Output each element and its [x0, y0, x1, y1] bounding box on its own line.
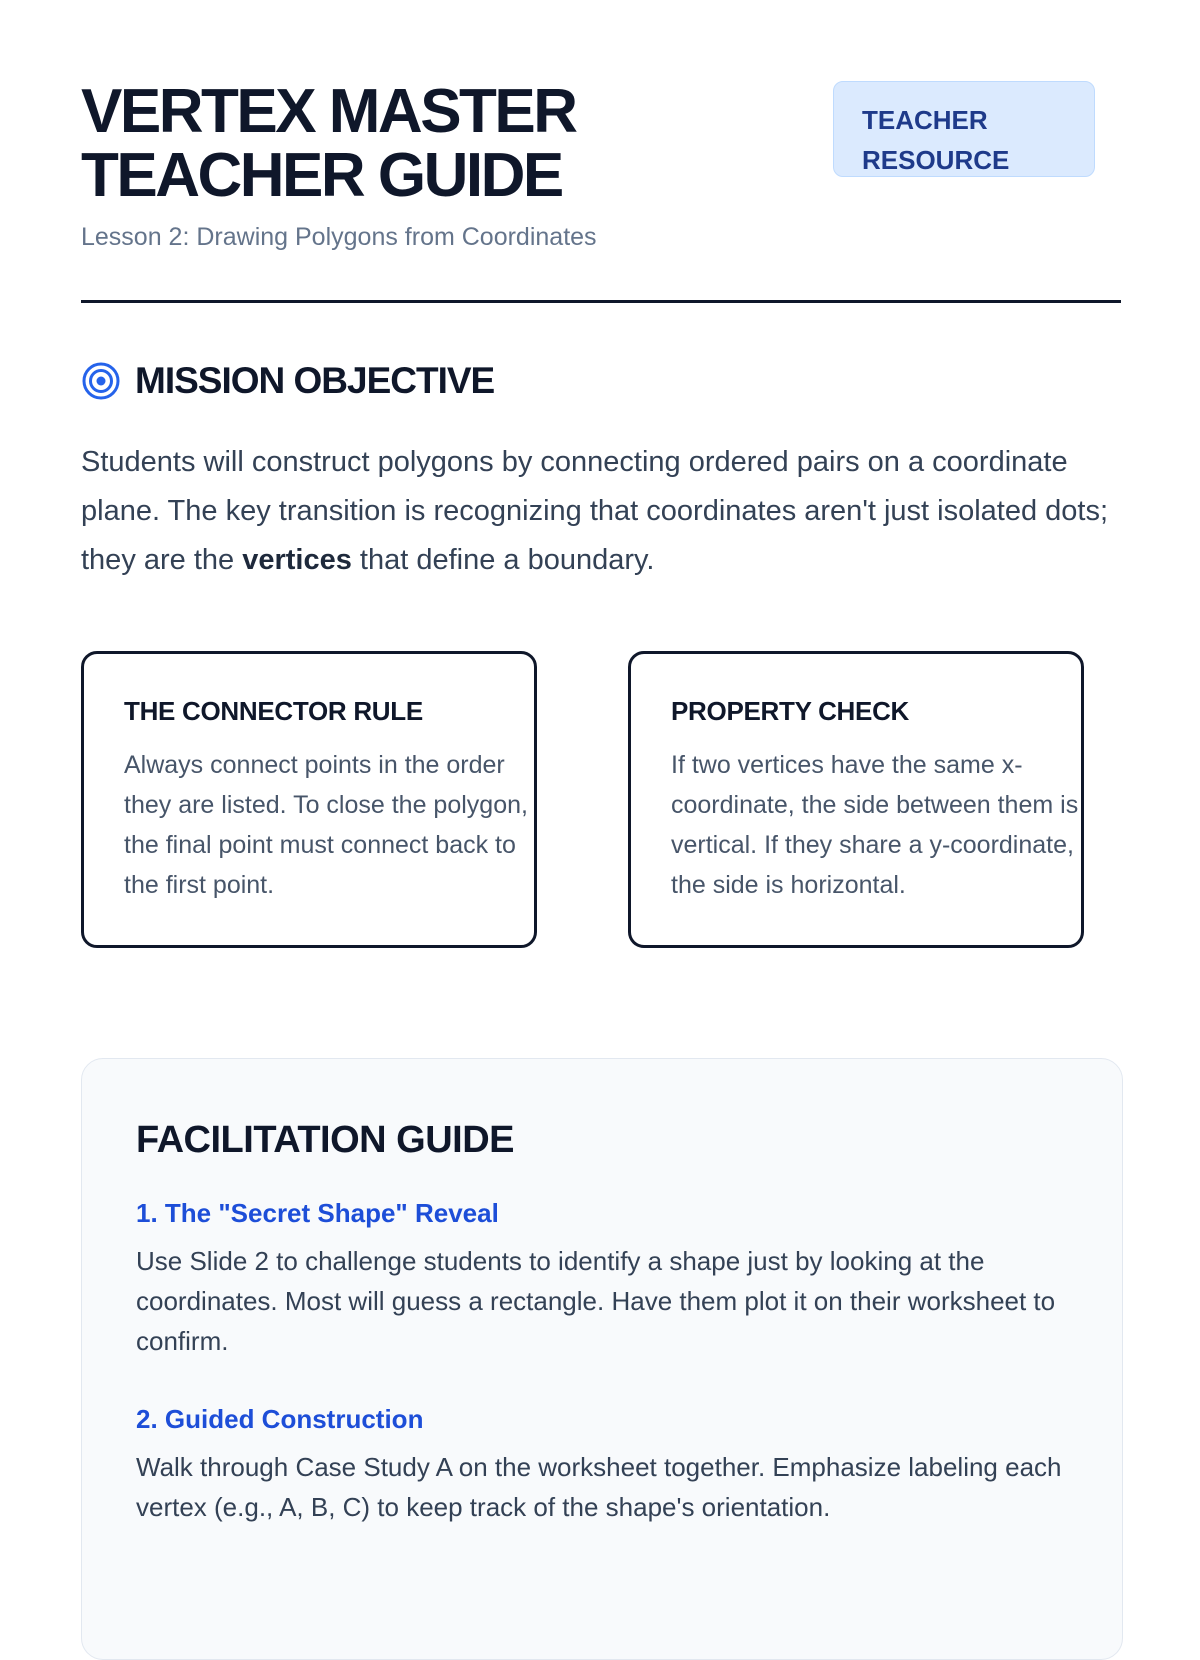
card-body: Always connect points in the order they are listed. To close the polygon, the final point must connect back to the first point.: [124, 751, 528, 899]
facilitation-title: FACILITATION GUIDE: [136, 1119, 515, 1161]
step-body: Use Slide 2 to challenge students to identify a shape just by looking at the coordinates. Most will guess a rectangle. Have them plot it on their worksheet to confirm.: [136, 1246, 1056, 1356]
step-heading: 2. Guided Construction: [136, 1404, 424, 1434]
step-body: Walk through Case Study A on the worksheet together. Emphasize labeling each vertex (e.g., A, B, C) to keep track of the shape's orientation.: [136, 1452, 1062, 1522]
lesson-subtitle: Lesson 2: Drawing Polygons from Coordinates: [81, 223, 597, 251]
teacher-resource-badge: [833, 81, 1095, 177]
card-title: THE CONNECTOR RULE: [124, 696, 423, 726]
objective-emphasis: vertices: [242, 544, 352, 576]
header-divider: [81, 300, 1121, 303]
card-title: PROPERTY CHECK: [671, 696, 910, 726]
objective-paragraph: [81, 438, 1121, 585]
objective-text-start: Students will construct polygons by connecting ordered pairs on a coordinate plane. The key transition is recognizing that coordinates aren't just isolated dots; they are the: [81, 446, 1109, 576]
facilitation-step: [136, 1404, 1076, 1527]
facilitation-guide-panel: [81, 1058, 1123, 1660]
badge-line-1: TEACHER: [862, 105, 988, 135]
badge-line-2: RESOURCE: [862, 145, 1010, 175]
mission-objective-heading: [81, 360, 494, 402]
facilitation-step: [136, 1198, 1076, 1361]
objective-text-end: that define a boundary.: [351, 544, 655, 576]
card-body: If two vertices have the same x-coordinate, the side between them is vertical. If they share a y-coordinate, the side is horizontal.: [671, 751, 1079, 899]
step-heading: 1. The "Secret Shape" Reveal: [136, 1198, 499, 1228]
connector-rule-card: [81, 651, 537, 948]
target-icon: [81, 361, 121, 401]
property-check-card: [628, 651, 1084, 948]
page-title: VERTEX MASTER TEACHER GUIDE: [81, 77, 576, 210]
section-title: MISSION OBJECTIVE: [135, 360, 495, 401]
